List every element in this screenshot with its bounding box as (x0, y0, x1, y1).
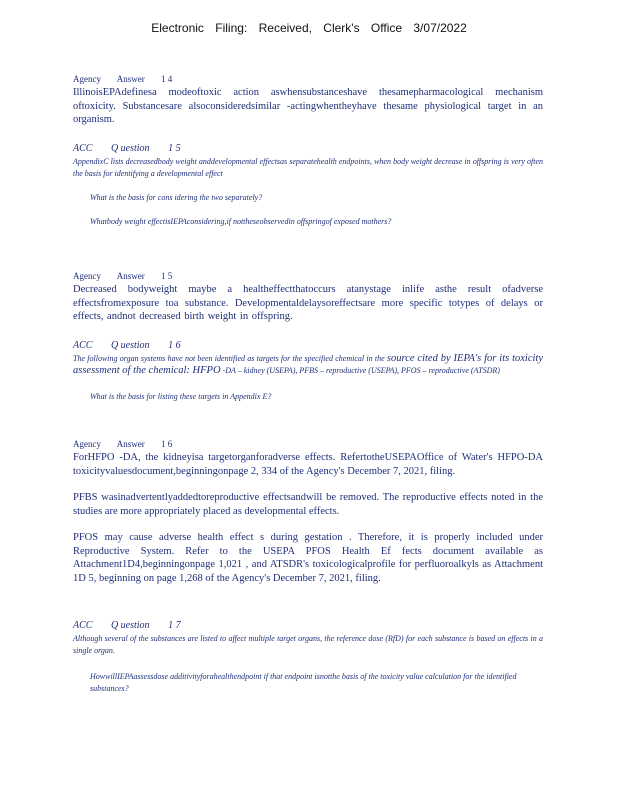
question-text-part: source cited by IEPA's for its toxicity assessment of the chemical: HFPO (73, 353, 544, 376)
question-text (73, 353, 543, 377)
question-word: Q uestion (110, 143, 150, 154)
answer-word: Answer (116, 439, 145, 449)
question-15 (73, 143, 543, 228)
question-number: 1 6 (168, 340, 181, 351)
question-text-part: -DA – kidney (USEPA), PFBS – reproductive (USEPA), PFOS – reproductive (ATSDR) (222, 366, 500, 375)
answer-paragraph: ForHFPO -DA, the kidneyisa targetorganforadverse effects. RefertotheUSEPAOffice of Water's HFPO-DA toxicityvaluesdocument,beginningonpage 2, 334 of the Agency's December 7, 2021, filing. (73, 452, 543, 477)
question-label (73, 143, 543, 154)
bullet-text: Whatbody weight effectisIEPAconsidering,if nottheseobservedin offspringof exposed mothers? (90, 217, 392, 226)
answer-text: IllinoisEPAdefinesa modeoftoxic action aswhensubstanceshave thesamepharmacological mechanism oftoxicity. Substancesare alsoconsideredsimilar -actingwhentheyhave thesame physiological target in an organism. (73, 87, 543, 125)
answer-word: Answer (116, 74, 145, 84)
question-bullet (73, 192, 543, 204)
answer-number: 1 6 (161, 439, 173, 449)
question-word: Q uestion (110, 340, 150, 351)
question-number: 1 7 (168, 620, 181, 631)
question-word: Q uestion (110, 620, 150, 631)
question-text-part: The following organ systems have not been identified as targets for the specified chemical in the (73, 354, 385, 363)
answer-15 (73, 271, 543, 324)
bullet-text: HowwillIEPAassessdose additivityforahealthendpoint if that endpoint isnotthe basis of the toxicity value calculation for the identified substances? (90, 672, 517, 693)
question-16 (73, 340, 543, 403)
answer-word: Answer (116, 271, 145, 281)
question-number: 1 5 (168, 143, 181, 154)
acc-label: ACC (73, 143, 93, 154)
answer-16 (73, 439, 543, 585)
question-bullet (73, 671, 543, 695)
acc-label: ACC (73, 340, 93, 351)
agency-label: Agency (73, 439, 101, 449)
acc-label: ACC (73, 620, 93, 631)
answer-label (73, 439, 543, 449)
filing-header: Electronic Filing: Received, Clerk's Office 3/07/2022 (151, 21, 467, 35)
agency-label: Agency (73, 74, 101, 84)
bullet-text: What is the basis for cons idering the two separately? (90, 193, 263, 202)
answer-label (73, 271, 543, 281)
question-bullet (73, 216, 543, 228)
answer-number: 1 5 (161, 271, 173, 281)
question-text: AppendixC lists decreasedbody weight anddevelopmental effectsas separatehealth endpoints, when body weight decrease in offspring is very often the basis for identifying a developmental effect (73, 157, 543, 178)
question-17 (73, 620, 543, 695)
answer-label (73, 74, 543, 84)
answer-14 (73, 74, 543, 127)
question-text: Although several of the substances are listed to affect multiple target organs, the reference dose (RfD) for each substance is based on effects in a single organ. (73, 634, 543, 655)
answer-number: 1 4 (161, 74, 173, 84)
question-label (73, 340, 543, 351)
question-label (73, 620, 543, 631)
bullet-text: What is the basis for listing these targets in Appendix E? (90, 392, 272, 401)
answer-text: Decreased bodyweight maybe a healtheffectthatoccurs atanystage inlife asthe result ofadverse effectsfromexposure toa substance. Developmentaldelaysoreffectsare more specific totypes of delays or effects, andnot decreased birth weight in offspring. (73, 284, 543, 322)
answer-paragraph: PFOS may cause adverse health effect s during gestation . Therefore, it is properly included under Reproductive System. Refer to the USEPA PFOS Health Ef fects document available as Attachment1D4,beginningonpage 1,021 , and ATSDR's toxicologicalprofile for perfluoroalkyls as Attachment 1D 5, beginning on page 1,268 of the Agency's December 7, 2021, filing. (73, 532, 543, 584)
answer-paragraph: PFBS wasinadvertentlyaddedtoreproductive effectsandwill be removed. The reproductive effects noted in the studies are more appropriately placed as developmental effects. (73, 492, 543, 517)
agency-label: Agency (73, 271, 101, 281)
question-bullet (73, 391, 543, 403)
